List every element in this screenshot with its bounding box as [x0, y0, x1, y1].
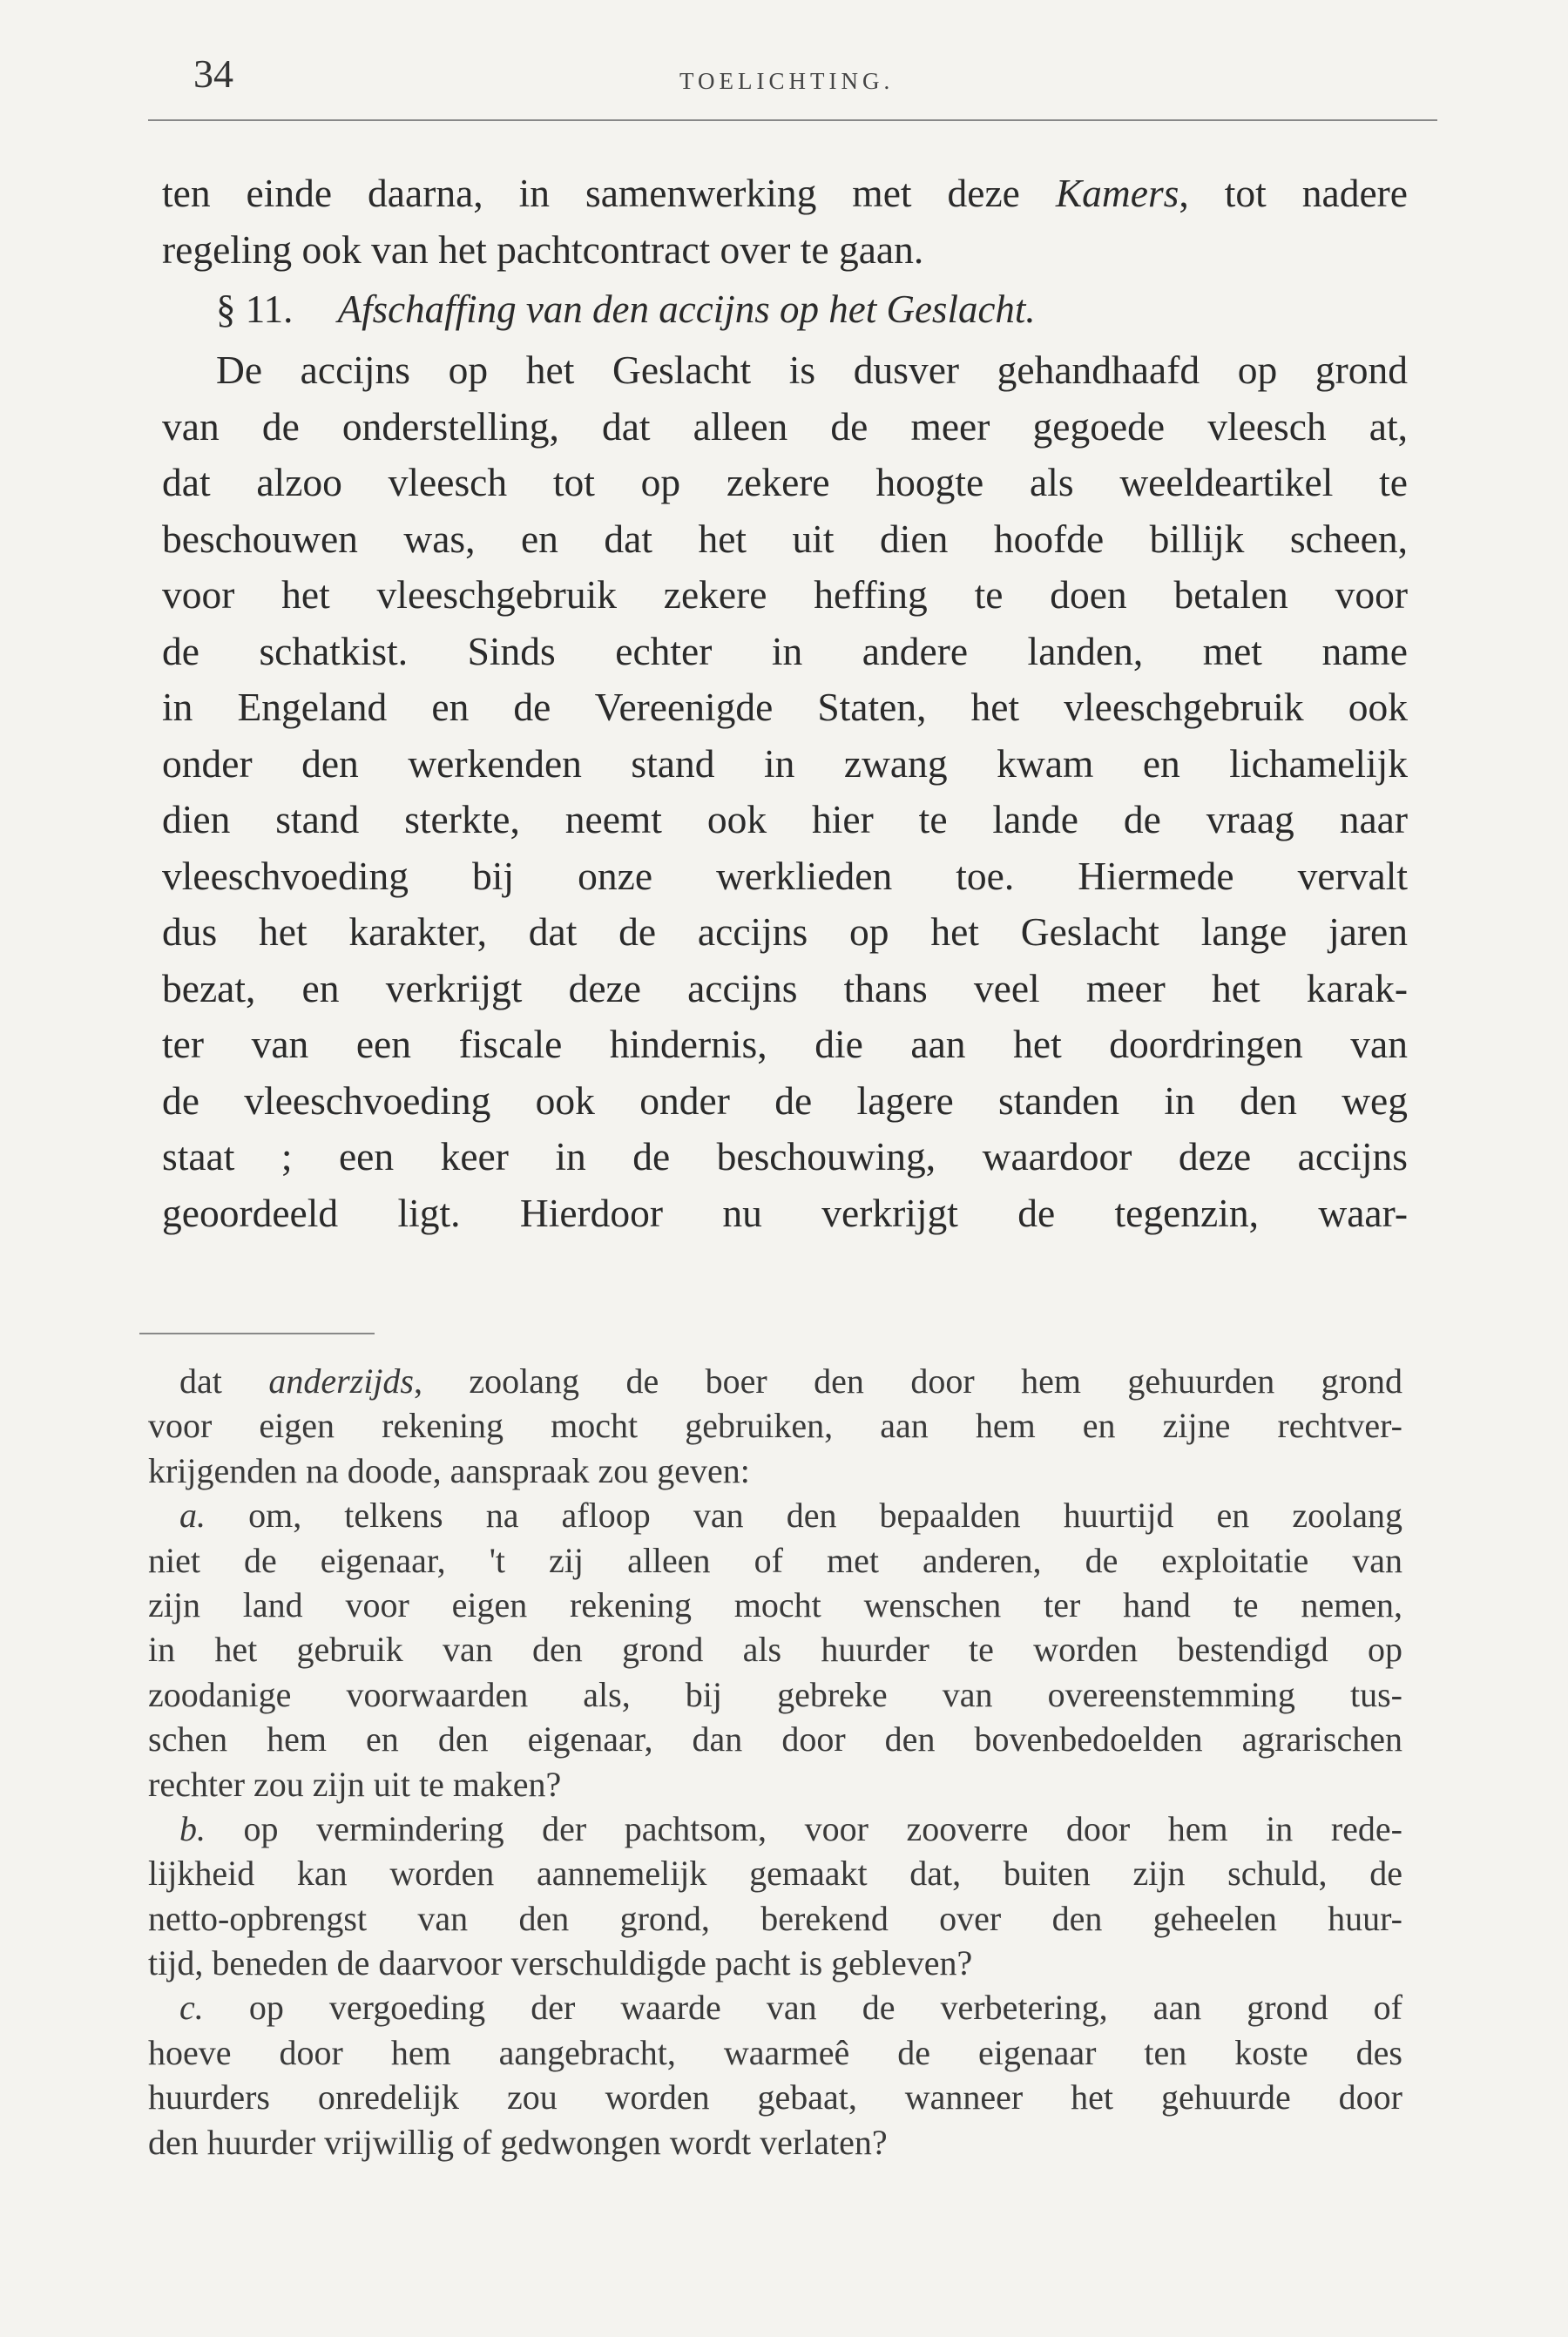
body-line: dat alzoo vleesch tot op zekere hoogte als weeldeartikel te: [162, 460, 1408, 504]
section-number: § 11.: [216, 287, 294, 331]
footnote-block: [148, 1359, 1402, 2165]
footnote-line: zoodanige voorwaarden als, bij gebreke van overeenstemming tus-: [148, 1674, 1402, 1714]
italic-term: anderzijds: [268, 1361, 414, 1401]
section-heading: [162, 281, 1408, 339]
footnote-line: hoeve door hem aangebracht, waarmeê de eigenaar ten koste des: [148, 2032, 1402, 2072]
text-run: , zoolang de boer den door hem gehuurden grond: [414, 1361, 1402, 1401]
footnote-line: [148, 1359, 1402, 1403]
section-title: Afschaffing van den accijns op het Geslacht.: [337, 287, 1036, 331]
body-line: dus het karakter, dat de accijns op het Geslacht lange jaren: [162, 909, 1408, 954]
main-text: [162, 165, 1408, 1241]
footnote-item-b: [148, 1807, 1402, 1851]
body-line: regeling ook van het pachtcontract over te gaan.: [162, 226, 924, 272]
footnote-rule: [139, 1333, 375, 1334]
text-run: op vermindering der pachtsom, voor zooverre door hem in rede-: [206, 1808, 1402, 1848]
text-run: op vergoeding der waarde van de verbetering, aan grond of: [203, 1988, 1402, 2028]
body-line: de schatkist. Sinds echter in andere landen, met name: [162, 628, 1408, 673]
body-line: onder den werkenden stand in zwang kwam en lichamelijk: [162, 740, 1408, 786]
body-line: de vleeschvoeding ook onder de lagere standen in den weg: [162, 1077, 1408, 1123]
body-line: van de onderstelling, dat alleen de meer gegoede vleesch at,: [162, 403, 1408, 449]
item-letter: c.: [179, 1988, 204, 2028]
footnote-line: lijkheid kan worden aannemelijk gemaakt dat, buiten zijn schuld, de: [148, 1854, 1402, 1894]
footnote-line: tijd, beneden de daarvoor verschuldigde pacht is gebleven?: [148, 1943, 973, 1983]
text-run: ten einde daarna, in samenwerking met deze: [162, 171, 1056, 215]
footnote-line: in het gebruik van den grond als huurder te worden bestendigd op: [148, 1630, 1402, 1670]
footnote-line: den huurder vrijwillig of gedwongen wordt verlaten?: [148, 2122, 888, 2162]
body-line: in Engeland en de Vereenigde Staten, het vleeschgebruik ook: [162, 685, 1408, 729]
text-run: , tot nadere: [1179, 171, 1408, 215]
item-letter: a.: [179, 1496, 206, 1536]
body-line: bezat, en verkrijgt deze accijns thans veel meer het karak-: [162, 965, 1408, 1010]
body-line: dien stand sterkte, neemt ook hier te lande de vraag naar: [162, 797, 1408, 841]
italic-term: Kamers: [1055, 171, 1179, 215]
footnote-line: zijn land voor eigen rekening mocht wenschen ter hand te nemen,: [148, 1584, 1402, 1624]
footnote-line: netto-opbrengst van den grond, berekend over den geheelen huur-: [148, 1898, 1402, 1938]
text-run: om, telkens na afloop van den bepaalden huurtijd en zoolang: [206, 1496, 1402, 1536]
body-line: staat ; een keer in de beschouwing, waardoor deze accijns: [162, 1134, 1408, 1179]
footnote-item-a: [148, 1493, 1402, 1537]
footnote-line: niet de eigenaar, 't zij alleen of met anderen, de exploitatie van: [148, 1540, 1402, 1580]
text-run: dat: [179, 1361, 269, 1401]
body-line: De accijns op het Geslacht is dusver gehandhaafd op grond: [216, 348, 1408, 392]
body-line: [162, 165, 1408, 222]
item-letter: b.: [179, 1808, 206, 1848]
header-rule: [148, 119, 1437, 121]
body-line: beschouwen was, en dat het uit dien hoofde billijk scheen,: [162, 516, 1408, 561]
footnote-line: voor eigen rekening mocht gebruiken, aan hem en zijne rechtver-: [148, 1406, 1402, 1446]
footnote-line: huurders onredelijk zou worden gebaat, wanneer het gehuurde door: [148, 2077, 1402, 2117]
running-head: TOELICHTING.: [679, 68, 895, 94]
footnote-line: rechter zou zijn uit te maken?: [148, 1764, 562, 1804]
body-line: geoordeeld ligt. Hierdoor nu verkrijgt de tegenzin, waar-: [162, 1190, 1408, 1235]
page-number: 34: [193, 51, 233, 96]
body-line: ter van een fiscale hindernis, die aan het doordringen van: [162, 1022, 1408, 1066]
body-line: vleeschvoeding bij onze werklieden toe. Hiermede vervalt: [162, 853, 1408, 898]
footnote-line: schen hem en den eigenaar, dan door den bovenbedoelden agrarischen: [148, 1719, 1402, 1760]
page-header: [0, 42, 1568, 103]
footnote-line: krijgenden na doode, aanspraak zou geven:: [148, 1450, 750, 1490]
body-line: voor het vleeschgebruik zekere heffing te doen betalen voor: [162, 572, 1408, 617]
footnote-item-c: [148, 1985, 1402, 2030]
